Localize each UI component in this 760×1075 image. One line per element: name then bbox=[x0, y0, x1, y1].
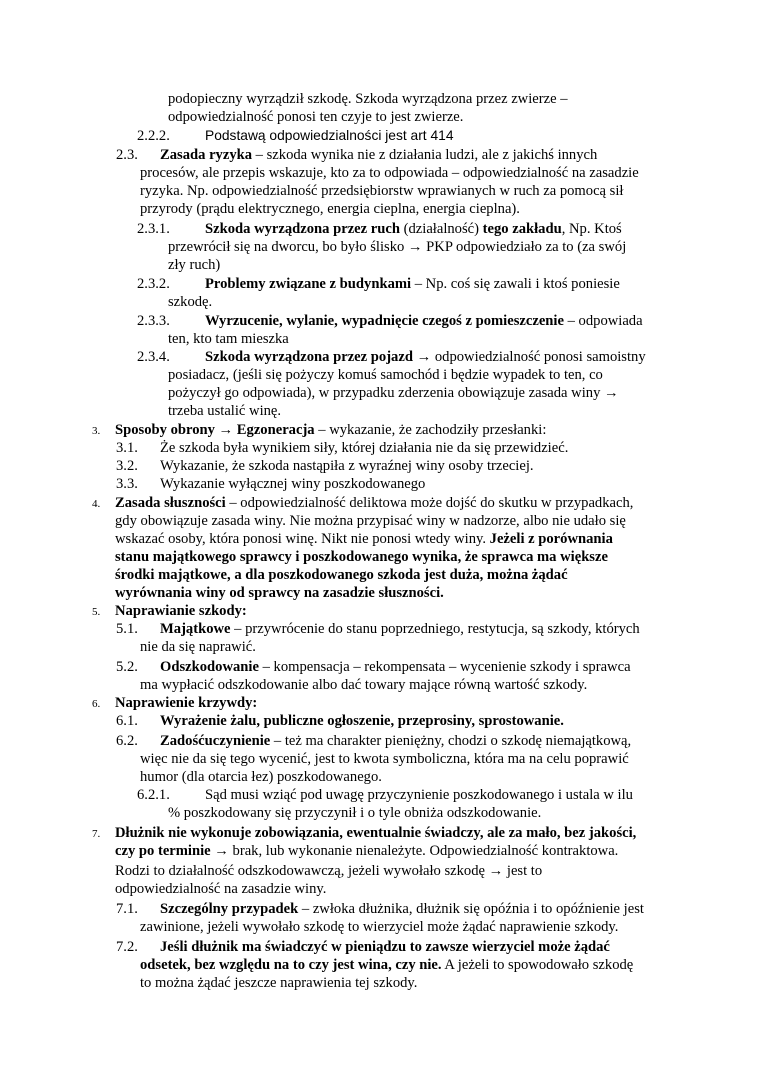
text-line bbox=[140, 200, 520, 218]
text-line bbox=[140, 182, 623, 200]
text-run: % poszkodowany się przyczynił i o tyle obniża odszkodowanie. bbox=[168, 805, 542, 821]
list-number: 2.3. bbox=[116, 147, 138, 163]
bold-text: Problemy związane z budynkami bbox=[205, 276, 412, 292]
bold-text: Majątkowe bbox=[160, 621, 231, 637]
text-line bbox=[160, 900, 644, 918]
text-run: Rodzi to działalność odszkodowawczą, jeżeli wywołało szkodę → jest to bbox=[115, 863, 543, 879]
bold-text: Jeżeli z porównania bbox=[489, 531, 613, 547]
text-run: → brak, lub wykonanie nienależyte. Odpowiedzialność kontraktowa. bbox=[210, 843, 619, 859]
text-line bbox=[168, 804, 541, 822]
text-run: – kompensacja – rekompensata – wycenienie szkody i sprawca bbox=[258, 659, 631, 675]
text-line bbox=[140, 768, 382, 786]
list-number: 5.1. bbox=[116, 621, 138, 637]
text-line bbox=[140, 750, 629, 768]
text-line bbox=[115, 494, 633, 512]
text-line bbox=[115, 842, 618, 860]
text-run: trzeba ustalić winę. bbox=[168, 403, 282, 419]
text-line bbox=[115, 566, 568, 584]
list-number: 6.1. bbox=[116, 713, 138, 729]
text-line bbox=[115, 602, 247, 620]
bold-text: Wyrzucenie, wylanie, wypadnięcie czegoś z pomieszczenie bbox=[205, 313, 564, 329]
text-line bbox=[168, 256, 220, 274]
text-run: więc nie da się tego wycenić, jest to kwota symboliczna, która ma na celu poprawić bbox=[140, 751, 629, 767]
text-run: zły ruch) bbox=[168, 257, 221, 273]
text-line bbox=[160, 439, 568, 457]
text-line bbox=[205, 348, 646, 366]
text-run: ten, kto tam mieszka bbox=[168, 331, 289, 347]
text-run: gdy obowiązuje zasada winy. Nie można przypisać winy w nadzorze, albo nie udało się bbox=[115, 513, 626, 529]
text-line bbox=[140, 918, 618, 936]
text-run: – też ma charakter pieniężny, chodzi o szkodę niemajątkową, bbox=[270, 733, 632, 749]
list-number: 3.2. bbox=[116, 458, 138, 474]
text-run: przewrócił się na dworcu, bo było ślisko → PKP odpowiedziało za to (za swój bbox=[168, 239, 627, 255]
bold-text: Wyrażenie żalu, publiczne ogłoszenie, przeprosiny, sprostowanie. bbox=[160, 713, 564, 729]
list-number: 2.3.3. bbox=[137, 313, 170, 329]
text-run: Wykazanie, że szkoda nastąpiła z wyraźnej winy osoby trzeciej. bbox=[160, 458, 534, 474]
text-line bbox=[168, 108, 463, 126]
list-number: 6. bbox=[92, 698, 101, 710]
text-line bbox=[205, 312, 643, 330]
text-line bbox=[168, 238, 626, 256]
text-run: – odpowiedzialność deliktowa może dojść do skutku w przypadkach, bbox=[225, 495, 634, 511]
text-line bbox=[160, 475, 425, 493]
text-line bbox=[115, 530, 613, 548]
text-run: , Np. Ktoś bbox=[561, 221, 622, 237]
text-line bbox=[140, 638, 256, 656]
bold-text: środki majątkowe, a dla poszkodowanego szkoda jest duża, można żądać bbox=[115, 567, 568, 583]
text-run: Że szkoda była wynikiem siły, której działania nie da się przewidzieć. bbox=[160, 440, 569, 456]
text-run: Sąd musi wziąć pod uwagę przyczynienie poszkodowanego i ustala w ilu bbox=[205, 787, 633, 803]
text-run: przyrody (prądu elektrycznego, energia cieplna, energia cieplna). bbox=[140, 201, 520, 217]
list-number: 6.2.1. bbox=[137, 787, 170, 803]
bold-text: czy po terminie bbox=[115, 843, 211, 859]
text-run: ma wypłacić odszkodowanie albo dać towary mające równą wartość szkody. bbox=[140, 677, 588, 693]
text-line bbox=[140, 974, 417, 992]
bold-text: stanu majątkowego sprawcy i poszkodowanego wynika, że sprawca ma większe bbox=[115, 549, 608, 565]
text-line bbox=[160, 712, 564, 730]
text-line bbox=[140, 956, 633, 974]
text-line bbox=[115, 694, 257, 712]
bold-text: Naprawianie szkody: bbox=[115, 603, 247, 619]
list-number: 2.3.2. bbox=[137, 276, 170, 292]
bold-text: Dłużnik nie wykonuje zobowiązania, ewentualnie świadczy, ale za mało, bez jakości, bbox=[115, 825, 637, 841]
text-line bbox=[115, 421, 546, 439]
list-number: 4. bbox=[92, 498, 101, 510]
text-line bbox=[168, 330, 289, 348]
text-line bbox=[115, 824, 636, 842]
text-run: posiadacz, (jeśli się pożyczy komuś samochód i będzie wypadek to ten, co bbox=[168, 367, 603, 383]
text-line bbox=[168, 402, 281, 420]
text-line bbox=[115, 548, 608, 566]
text-line bbox=[115, 584, 444, 602]
bold-text: tego zakładu bbox=[482, 221, 562, 237]
text-line bbox=[168, 384, 619, 402]
text-run: Podstawą odpowiedzialności jest art 414 bbox=[205, 128, 454, 143]
text-run: szkodę. bbox=[168, 294, 213, 310]
list-number: 2.3.1. bbox=[137, 221, 170, 237]
text-line bbox=[160, 620, 640, 638]
text-run: odpowiedzialność na zasadzie winy. bbox=[115, 881, 327, 897]
list-number: 6.2. bbox=[116, 733, 138, 749]
text-line bbox=[205, 127, 454, 145]
text-run: – przywrócenie do stanu poprzedniego, restytucja, są szkody, których bbox=[230, 621, 640, 637]
text-line bbox=[160, 457, 534, 475]
text-line bbox=[115, 512, 626, 530]
list-number: 7. bbox=[92, 828, 101, 840]
text-line bbox=[140, 164, 639, 182]
bold-text: Szkoda wyrządzona przez ruch bbox=[205, 221, 400, 237]
text-run: nie da się naprawić. bbox=[140, 639, 256, 655]
text-run: to można żądać jeszcze naprawienia tej szkody. bbox=[140, 975, 418, 991]
text-line bbox=[168, 293, 212, 311]
list-number: 7.1. bbox=[116, 901, 138, 917]
list-number: 5. bbox=[92, 606, 101, 618]
list-number: 5.2. bbox=[116, 659, 138, 675]
bold-text: Odszkodowanie bbox=[160, 659, 259, 675]
bold-text: odsetek, bez względu na to czy jest wina, czy nie. bbox=[140, 957, 442, 973]
text-line bbox=[140, 676, 587, 694]
bold-text: Zadośćuczynienie bbox=[160, 733, 271, 749]
text-run: humor (dla otarcia łez) poszkodowanego. bbox=[140, 769, 382, 785]
text-line bbox=[205, 786, 633, 804]
text-line bbox=[160, 146, 597, 164]
list-number: 3.1. bbox=[116, 440, 138, 456]
text-run: Wykazanie wyłącznej winy poszkodowanego bbox=[160, 476, 426, 492]
list-number: 3. bbox=[92, 425, 101, 437]
text-line bbox=[160, 658, 631, 676]
list-number: 2.3.4. bbox=[137, 349, 170, 365]
list-number: 2.2.2. bbox=[137, 128, 170, 144]
text-line bbox=[115, 880, 326, 898]
bold-text: wyrównania winy od sprawcy na zasadzie słuszności. bbox=[115, 585, 444, 601]
bold-text: Szkoda wyrządzona przez pojazd → bbox=[205, 349, 432, 365]
text-run: – odpowiada bbox=[563, 313, 643, 329]
bold-text: Zasada słuszności bbox=[115, 495, 226, 511]
text-line bbox=[115, 862, 542, 880]
bold-text: Sposoby obrony → Egzoneracja bbox=[115, 422, 315, 438]
text-run: pożyczył go odpowiada), w przypadku zderzenia obowiązuje zasada winy → bbox=[168, 385, 619, 401]
text-run: – szkoda wynika nie z działania ludzi, ale z jakichś innych bbox=[252, 147, 598, 163]
list-number: 3.3. bbox=[116, 476, 138, 492]
text-line bbox=[205, 275, 620, 293]
text-run: ryzyka. Np. odpowiedzialność przedsiębiorstw wprawianych w ruch za pomocą sił bbox=[140, 183, 624, 199]
text-run: procesów, ale przepis wskazuje, kto za to odpowiada – odpowiedzialność na zasadzie bbox=[140, 165, 639, 181]
text-run: – zwłoka dłużnika, dłużnik się opóźnia i to opóźnienie jest bbox=[298, 901, 644, 917]
text-run: A jeżeli to spowodowało szkodę bbox=[441, 957, 634, 973]
text-line bbox=[168, 366, 603, 384]
text-run: odpowiedzialność ponosi samoistny bbox=[431, 349, 646, 365]
text-run: – wykazanie, że zachodziły przesłanki: bbox=[314, 422, 547, 438]
list-number: 7.2. bbox=[116, 939, 138, 955]
text-run: zawinione, jeżeli wywołało szkodę to wierzyciel może żądać naprawienie szkody. bbox=[140, 919, 619, 935]
bold-text: Zasada ryzyka bbox=[160, 147, 253, 163]
bold-text: Jeśli dłużnik ma świadczyć w pieniądzu to zawsze wierzyciel może żądać bbox=[160, 939, 610, 955]
text-run: (działalność) bbox=[399, 221, 483, 237]
text-run: podopieczny wyrządził szkodę. Szkoda wyrządzona przez zwierze – bbox=[168, 91, 568, 107]
text-run: wskazać osoby, która ponosi winę. Nikt nie ponosi wtedy winy. bbox=[115, 531, 490, 547]
text-run: odpowiedzialność ponosi ten czyje to jest zwierze. bbox=[168, 109, 464, 125]
text-line bbox=[205, 220, 622, 238]
text-run: – Np. coś się zawali i ktoś poniesie bbox=[411, 276, 620, 292]
text-line bbox=[160, 938, 610, 956]
text-line bbox=[160, 732, 631, 750]
bold-text: Naprawienie krzywdy: bbox=[115, 695, 258, 711]
bold-text: Szczególny przypadek bbox=[160, 901, 299, 917]
text-line bbox=[168, 90, 568, 108]
